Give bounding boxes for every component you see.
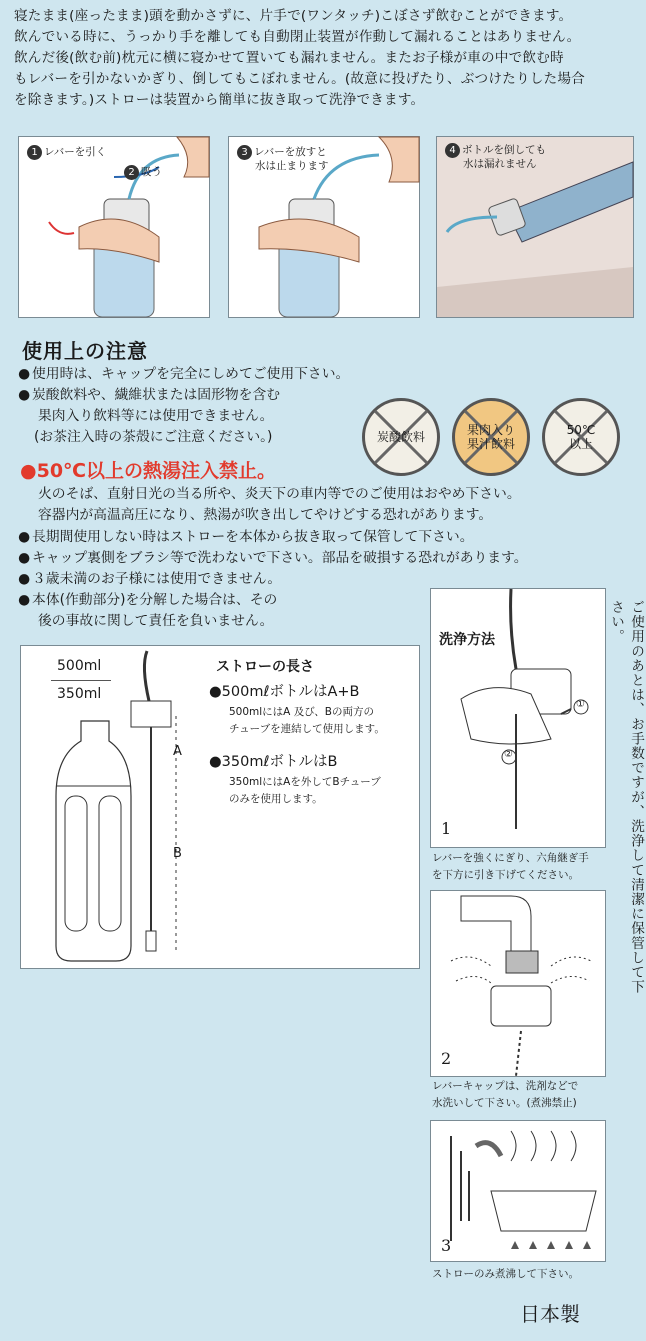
intro-line: 飲んだ後(飲む前)枕元に横に寝かせて置いても漏れません。またお子様が車の中で飲む時: [14, 50, 564, 66]
arrow-1-marker: ①: [576, 699, 585, 710]
vertical-care-note: ご使用のあとは、お手数ですが、洗浄して清潔に保管して下さい。: [608, 600, 644, 995]
drinking-illustration: [19, 137, 209, 317]
step-4-text-2: 水は漏れません: [463, 158, 537, 170]
wash-title: 洗浄方法: [439, 632, 495, 648]
step-3-label: [237, 145, 329, 172]
caution-item: ● 使用時は、キャップを完全にしめてご使用下さい。: [18, 366, 350, 382]
caution-text: キャップ裏側をブラシ等で洗わないで下さい。部品を破損する恐れがあります。: [32, 550, 528, 566]
caution-text: 果肉入り飲料等には使用できません。: [38, 408, 274, 424]
step-1-text: レバーを引く: [44, 146, 107, 158]
badge-text: 果肉入り 果汁飲料: [466, 423, 515, 451]
caution-item: ● 本体(作動部分)を分解した場合は、その: [18, 592, 278, 608]
straw-500-desc: 500mlにはA 及び、Bの両方の チューブを連結して使用します。: [229, 706, 385, 735]
straw-350-heading: ●350mℓボトルはB: [209, 754, 338, 770]
caution-text: 使用時は、キャップを完全にしめてご使用下さい。: [32, 366, 350, 382]
cautions-title: 使用上の注意: [22, 339, 148, 363]
wash-step-3-caption: ストローのみ煮沸して下さい。: [432, 1268, 579, 1280]
hot-water-prohibited-badge: [542, 398, 620, 476]
wash-step-1-caption: レバーを強くにぎり、六角継ぎ手 を下方に引き下げてください。: [432, 852, 589, 881]
straw-a-label: A: [173, 744, 182, 759]
wash-step-3-number: 3: [441, 1236, 452, 1255]
step-3-text-1: レバーを放すと: [254, 146, 327, 158]
wash-panel-3: [430, 1120, 606, 1262]
caution-text: 本体(作動部分)を分解した場合は、その: [32, 592, 278, 608]
straw-350-desc: 350mlにはAを外してBチューブ のみを使用します。: [229, 776, 381, 805]
arrow-2-marker: ②: [504, 749, 513, 760]
step-panel-1-2: [18, 136, 210, 318]
step-2-text: 吸う: [141, 166, 162, 178]
step-4-label: [445, 143, 546, 170]
intro-line: 寝たまま(座ったまま)頭を動かさずに、片手で(ワンタッチ)こぼさず飲むことができます。: [14, 8, 573, 24]
size-350-label: 350ml: [57, 686, 102, 702]
size-500-label: 500ml: [57, 658, 102, 674]
caution-item: ● 長期間使用しない時はストローを本体から抜き取って保管して下さい。: [18, 529, 474, 545]
bottle-straw-diagram: [21, 646, 221, 968]
hot-water-warning: ●50℃以上の熱湯注入禁止。: [20, 460, 277, 482]
step-1-label: [27, 145, 106, 160]
wash-step-2-number: 2: [441, 1049, 452, 1068]
straw-b-label: B: [173, 846, 182, 861]
wash-step-2-illustration: [431, 891, 605, 1076]
step-panel-3: [228, 136, 420, 318]
straw-500-heading: ●500mℓボトルはA+B: [209, 684, 360, 700]
caution-item: ● ３歳未満のお子様には使用できません。: [18, 571, 282, 587]
wash-step-2-caption: レバーキャップは、洗剤などで 水洗いして下さい。(煮沸禁止): [432, 1080, 579, 1109]
step-3-text-2: 水は止まります: [255, 160, 329, 172]
pulp-juice-prohibited-badge: [452, 398, 530, 476]
intro-line: もレバーを引かないかぎり、倒してもこぼれません。(故意に投げたり、ぶつけたりした場合: [14, 71, 585, 87]
wash-step-1-number: 1: [441, 819, 452, 838]
wash-step-3-illustration: [431, 1121, 605, 1261]
intro-text: [14, 6, 634, 111]
caution-text: 炭酸飲料や、繊維状または固形物を含む: [32, 387, 281, 403]
step-4-number: 4: [445, 143, 460, 158]
carbonated-prohibited-badge: [362, 398, 440, 476]
step-3-number: 3: [237, 145, 252, 160]
badge-text: 50℃ 以上: [566, 423, 596, 451]
wash-panel-1: [430, 588, 606, 848]
hot-water-warning-text: 50℃以上の熱湯注入禁止。: [36, 460, 277, 482]
wash-step-1-illustration: [431, 589, 605, 847]
caution-text: ３歳未満のお子様には使用できません。: [32, 571, 282, 587]
intro-line: を除きます。)ストローは装置から簡単に抜き取って洗浄できます。: [14, 92, 425, 108]
caution-text: (お茶注入時の茶殻にご注意ください。): [34, 429, 273, 445]
hot-detail: 火のそば、直射日光の当る所や、炎天下の車内等でのご使用はおやめ下さい。: [38, 486, 521, 502]
straw-length-title: ストローの長さ: [216, 659, 314, 675]
step-2-number: 2: [124, 165, 139, 180]
caution-text: 後の事故に関して責任を負いません。: [38, 613, 274, 629]
caution-item: ● 炭酸飲料や、繊維状または固形物を含む: [18, 387, 281, 403]
badge-text: 炭酸飲料: [376, 430, 425, 444]
caution-item: ● キャップ裏側をブラシ等で洗わないで下さい。部品を破損する恐れがあります。: [18, 550, 528, 566]
step-panel-4: [436, 136, 634, 318]
step-2-label: [124, 165, 162, 180]
straw-length-panel: [20, 645, 420, 969]
step-4-text-1: ボトルを倒しても: [462, 144, 546, 156]
step-1-number: 1: [27, 145, 42, 160]
caution-text: 長期間使用しない時はストローを本体から抜き取って保管して下さい。: [32, 529, 474, 545]
hot-detail: 容器内が高温高圧になり、熱湯が吹き出してやけどする恐れがあります。: [38, 507, 493, 523]
wash-panel-2: [430, 890, 606, 1077]
made-in-japan-label: 日本製: [520, 1302, 580, 1326]
intro-line: 飲んでいる時に、うっかり手を離しても自動閉止装置が作動して漏れることはありません。: [14, 29, 581, 45]
